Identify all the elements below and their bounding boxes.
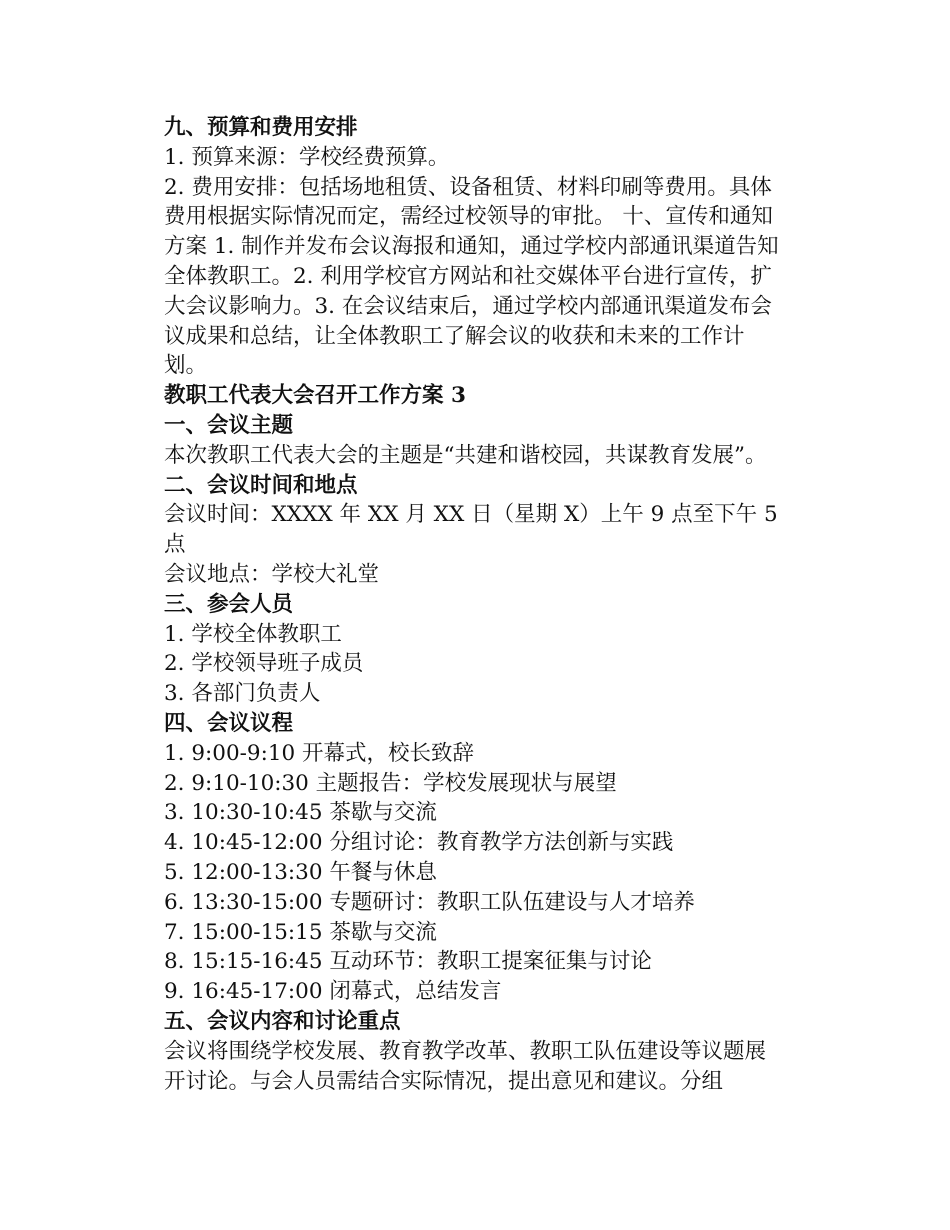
section-heading-time-place: 二、会议时间和地点 — [164, 472, 358, 498]
budget-source-item: 1. 预算来源：学校经费预算。 — [164, 144, 450, 170]
content-paragraph: 会议将围绕学校发展、教育教学改革、教职工队伍建设等议题展开讨论。与会人员需结合实际情况，提出意见和建议。分组 — [164, 1038, 767, 1094]
attendee-item: 3. 各部门负责人 — [164, 681, 321, 707]
section-heading-budget: 九、预算和费用安排 — [164, 115, 358, 140]
agenda-item: 7. 15:00-15:15 茶歇与交流 — [164, 919, 437, 945]
agenda-item: 8. 15:15-16:45 互动环节：教职工提案征集与讨论 — [164, 949, 652, 975]
agenda-item: 4. 10:45-12:00 分组讨论：教育教学方法创新与实践 — [164, 830, 674, 856]
agenda-item: 1. 9:00-9:10 开幕式，校长致辞 — [164, 740, 475, 766]
attendee-item: 2. 学校领导班子成员 — [164, 651, 364, 677]
agenda-item: 5. 12:00-13:30 午餐与休息 — [164, 859, 437, 885]
section-heading-theme: 一、会议主题 — [164, 412, 294, 438]
document-page — [164, 113, 780, 1096]
theme-text: 本次教职工代表大会的主题是“共建和谐校园，共谋教育发展”。 — [164, 442, 767, 468]
agenda-item: 2. 9:10-10:30 主题报告：学校发展现状与展望 — [164, 770, 617, 796]
agenda-item: 3. 10:30-10:45 茶歇与交流 — [164, 800, 437, 826]
agenda-item: 6. 13:30-15:00 专题研讨：教职工队伍建设与人才培养 — [164, 889, 695, 915]
section-heading-agenda: 四、会议议程 — [164, 710, 294, 736]
budget-arrangement-paragraph: 2. 费用安排：包括场地租赁、设备租赁、材料印刷等费用。具体费用根据实际情况而定，需经过校领导的审批。 十、宣传和通知方案 1. 制作并发布会议海报和通知，通过学校内部通讯渠道告知全体教职工。2. 利用学校官方网站和社交媒体平台进行宣传，扩大会议影响力。3. 在会议结束后，通过学校内部通讯渠道发布会议成果和总结，让全体教职工了解会议的收获和未来的工作计划。 — [164, 174, 779, 379]
section-heading-attendees: 三、参会人员 — [164, 591, 294, 617]
meeting-time: 会议时间：XXXX 年 XX 月 XX 日（星期 X）上午 9 点至下午 5 点 — [164, 502, 778, 558]
plan-title: 教职工代表大会召开工作方案 3 — [164, 383, 466, 409]
section-heading-content: 五、会议内容和讨论重点 — [164, 1008, 401, 1034]
agenda-item: 9. 16:45-17:00 闭幕式，总结发言 — [164, 979, 502, 1005]
meeting-place: 会议地点：学校大礼堂 — [164, 561, 380, 587]
attendee-item: 1. 学校全体教职工 — [164, 621, 342, 647]
